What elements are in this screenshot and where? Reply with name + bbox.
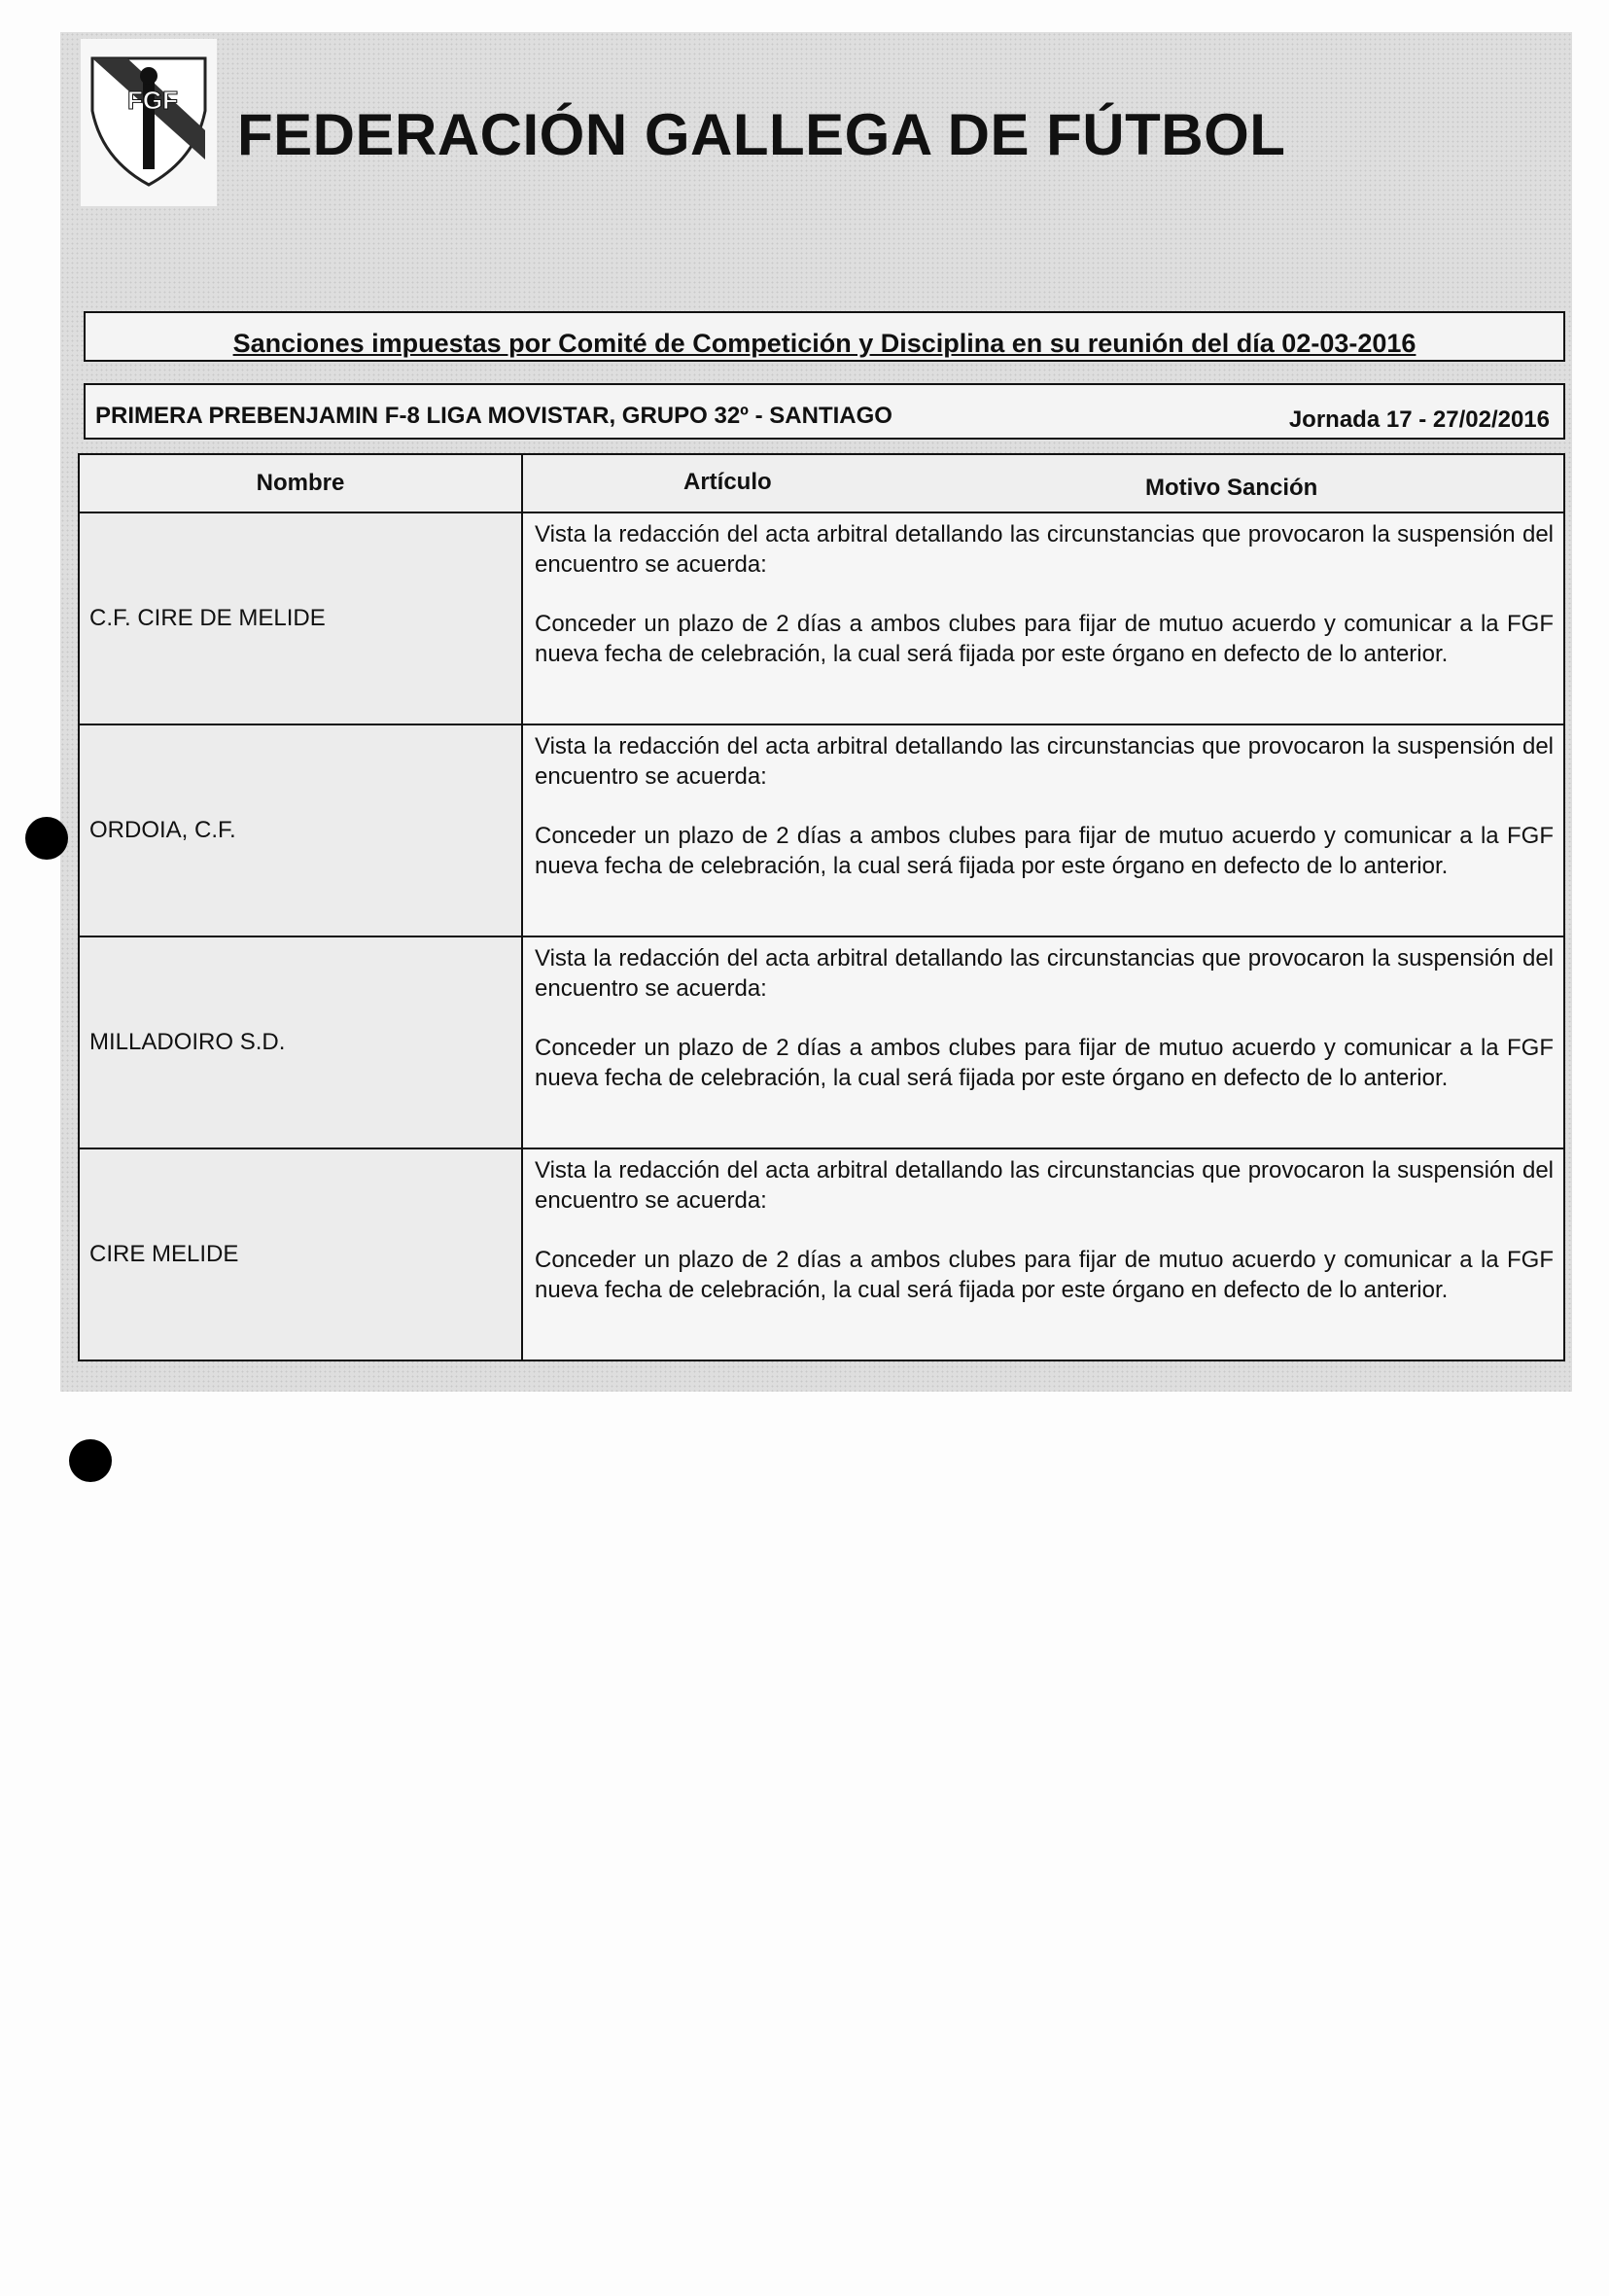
header-articulo-motivo bbox=[522, 454, 1564, 512]
competition-group: PRIMERA PREBENJAMIN F-8 LIGA MOVISTAR, GRUPO 32º - SANTIAGO bbox=[95, 403, 892, 429]
table-header-row bbox=[79, 454, 1564, 512]
reason-resolution: Conceder un plazo de 2 días a ambos clubes para fijar de mutuo acuerdo y comunicar a la FGF nueva fecha de celebración, la cual será fijada por este órgano en defecto de lo anterior. bbox=[535, 611, 1554, 667]
group-bar bbox=[84, 383, 1565, 440]
team-name: MILLADOIRO S.D. bbox=[79, 936, 522, 1148]
header-nombre: Nombre bbox=[79, 454, 522, 512]
reason-intro: Vista la redacción del acta arbitral detallando las circunstancias que provocaron la suspensión del encuentro se acuerda: bbox=[535, 1157, 1554, 1214]
punch-hole-dot bbox=[69, 1439, 112, 1482]
svg-text:FGF: FGF bbox=[127, 86, 178, 115]
punch-hole-dot bbox=[25, 817, 68, 860]
reason-intro: Vista la redacción del acta arbitral detallando las circunstancias que provocaron la suspensión del encuentro se acuerda: bbox=[535, 521, 1554, 578]
sanction-reason bbox=[522, 936, 1564, 1148]
reason-resolution: Conceder un plazo de 2 días a ambos clubes para fijar de mutuo acuerdo y comunicar a la FGF nueva fecha de celebración, la cual será fijada por este órgano en defecto de lo anterior. bbox=[535, 1035, 1554, 1091]
table-row bbox=[79, 1148, 1564, 1360]
table-row bbox=[79, 936, 1564, 1148]
reason-resolution: Conceder un plazo de 2 días a ambos clubes para fijar de mutuo acuerdo y comunicar a la FGF nueva fecha de celebración, la cual será fijada por este órgano en defecto de lo anterior. bbox=[535, 823, 1554, 879]
team-name: CIRE MELIDE bbox=[79, 1148, 522, 1360]
reason-intro: Vista la redacción del acta arbitral detallando las circunstancias que provocaron la suspensión del encuentro se acuerda: bbox=[535, 733, 1554, 790]
team-name: ORDOIA, C.F. bbox=[79, 724, 522, 936]
sanctions-heading: Sanciones impuestas por Comité de Competición y Disciplina en su reunión del día 02-03-2016 bbox=[84, 311, 1565, 362]
table-row bbox=[79, 724, 1564, 936]
sanction-reason bbox=[522, 512, 1564, 724]
sanction-reason bbox=[522, 724, 1564, 936]
reason-intro: Vista la redacción del acta arbitral detallando las circunstancias que provocaron la suspensión del encuentro se acuerda: bbox=[535, 945, 1554, 1002]
fgf-logo bbox=[81, 39, 217, 206]
team-name: C.F. CIRE DE MELIDE bbox=[79, 512, 522, 724]
table-row bbox=[79, 512, 1564, 724]
sanctions-table bbox=[78, 453, 1565, 1361]
jornada-date: Jornada 17 - 27/02/2016 bbox=[1288, 406, 1550, 433]
sanction-reason bbox=[522, 1148, 1564, 1360]
shield-logo-icon bbox=[88, 53, 209, 189]
header-articulo: Artículo bbox=[683, 469, 772, 495]
federation-title: FEDERACIÓN GALLEGA DE FÚTBOL bbox=[237, 102, 1286, 167]
reason-resolution: Conceder un plazo de 2 días a ambos clubes para fijar de mutuo acuerdo y comunicar a la FGF nueva fecha de celebración, la cual será fijada por este órgano en defecto de lo anterior. bbox=[535, 1247, 1554, 1303]
header-motivo: Motivo Sanción bbox=[1145, 475, 1318, 501]
